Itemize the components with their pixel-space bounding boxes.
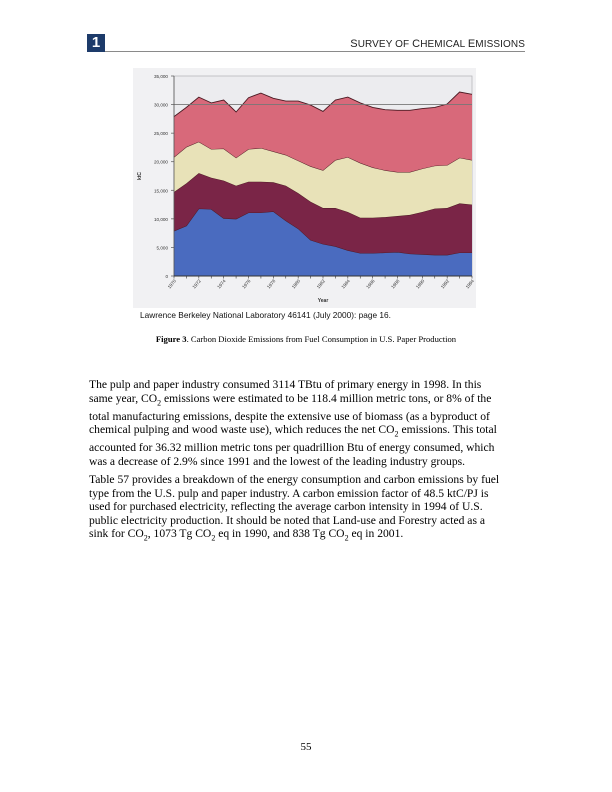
y-tick-label: 30,000 [153, 102, 168, 108]
text-line: used for purchased electricity, reflecting the average carbon intensity in 1994 of U.S. [89, 500, 483, 514]
x-tick-label: 1972 [191, 278, 202, 290]
x-tick-label: 1976 [241, 278, 252, 290]
stacked-area-chart [133, 68, 476, 308]
y-axis-label: ktC [137, 171, 143, 181]
y-tick-label: 15,000 [153, 188, 168, 194]
x-tick-label: 1978 [265, 278, 277, 290]
x-tick-label: 1982 [315, 278, 327, 290]
text-line: public electricity production. It should be noted that Land-use and Forestry acted as a [89, 513, 485, 527]
x-tick-label: 1986 [365, 278, 376, 290]
text-line: Table 57 provides a breakdown of the energy consumption and carbon emissions by fuel [89, 473, 500, 486]
x-tick-label: 1980 [290, 278, 302, 290]
x-tick-label: 1984 [340, 278, 351, 290]
y-tick-label: 0 [165, 274, 168, 279]
y-tick-label: 25,000 [153, 131, 168, 137]
page-number: 55 [300, 741, 312, 753]
x-axis-label: Year [317, 298, 329, 304]
figure-chart [133, 68, 476, 308]
x-tick-label: 1970 [166, 278, 178, 290]
x-tick-label: 1990 [414, 278, 426, 290]
figure-caption [0, 334, 612, 344]
y-tick-label: 35,000 [153, 74, 168, 79]
x-tick-label: 1992 [439, 278, 451, 290]
text-line: sink for $CO_2$, 1073 Tg $CO_2$ eq in 1990, and 838 Tg $CO_2$ eq in 2001. [89, 527, 404, 543]
running-header-title: SURVEY OF CHEMICAL EMISSIONS [350, 38, 525, 50]
x-tick-label: 1974 [216, 278, 227, 290]
text-line: chemical pulping and wood waste use), which reduces the net $CO_2$ emissions. This total [89, 423, 497, 439]
figure-caption-label: Figure 3 [155, 334, 187, 344]
figure-caption-text: . Carbon Dioxide Emissions from Fuel Consumption in U.S. Paper Production [186, 334, 457, 344]
body-paragraph-1 [89, 378, 529, 468]
text-line: total manufacturing emissions, despite the extensive use of biomass (as a byproduct of [89, 409, 490, 423]
figure-source-note: Lawrence Berkeley National Laboratory 46141 (July 2000): page 16. [140, 310, 391, 320]
y-tick-label: 10,000 [153, 216, 168, 222]
chapter-number-badge: 1 [87, 34, 105, 52]
body-paragraph-2 [89, 473, 529, 545]
text-line: type from the U.S. pulp and paper industry. A carbon emission factor of 48.5 ktC/PJ is [89, 486, 489, 500]
x-tick-label: 1994 [464, 278, 476, 290]
x-tick-label: 1988 [390, 278, 401, 290]
text-line: The pulp and paper industry consumed 3114 TBtu of primary energy in 1998. In this [89, 378, 482, 391]
text-line: same year, $CO_2$ emissions were estimated to be 118.4 million metric tons, or 8% of the [89, 391, 492, 407]
text-line: was a decrease of 2.9% since 1991 and the lowest of the leading industry groups. [89, 454, 466, 468]
header-rule [105, 51, 525, 52]
text-line: accounted for 36.32 million metric tons per quadrillion Btu of energy consumed, which [89, 441, 495, 454]
y-tick-label: 20,000 [153, 159, 168, 165]
y-tick-label: 5,000 [156, 245, 168, 251]
